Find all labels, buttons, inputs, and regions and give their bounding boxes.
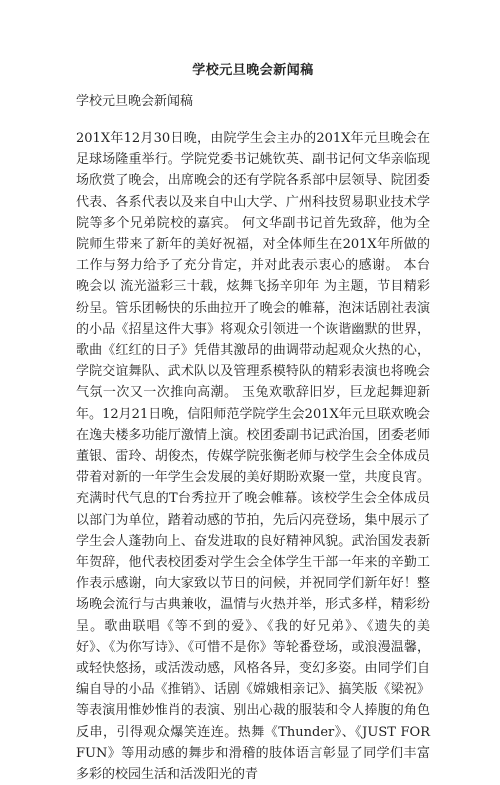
document-subtitle: 学校元旦晚会新闻稿 bbox=[76, 94, 194, 109]
document-body: 201X年12月30日晚，由院学生会主办的201X年元旦晚会在足球场隆重举行。学院党委书记姚钦英、副书记何文华亲临现场欣赏了晚会，出席晚会的还有学院各系部中层领导、院团委代表、各系代表以及来自中山大学、广州科技贸易职业技术学院等多个兄弟院校的嘉宾。 何文华副书记首先致辞，他为全院师生带来了新年的美好祝福，对全体师生在201X年所做的工作与努力给予了充分肯定，并对此表示衷心的感谢。 本台晚会以 流光溢彩三十载，炫舞飞扬辛卯年 为主题，节目精彩纷呈。管乐团畅快的乐曲拉开了晚会的帷幕，泡沫话剧社表演的小品《招星这件大事》将观众引领进一个诙谐幽默的世界，歌曲《红红的日子》凭借其激昂的曲调带动起观众火热的心，学院交谊舞队、武术队以及管理系模特队的精彩表演也将晚会气氛一次又一次推向高潮。 玉兔欢歌辞旧岁，巨龙起舞迎新年。12月21日晚，信阳师范学院学生会201X年元旦联欢晚会在逸夫楼多功能厅激情上演。校团委副书记武治国，团委老师董银、雷玲、胡俊杰，传媒学院张衡老师与校学生会全体成员带着对新的一年学生会发展的美好期盼欢聚一堂，共度良宵。 充满时代气息的T台秀拉开了晚会帷幕。该校学生会全体成员以部门为单位，踏着动感的节拍，先后闪亮登场，集中展示了学生会人蓬勃向上、奋发进取的良好精神风貌。武治国发表新年贺辞，他代表校团委对学生会全体学生干部一年来的辛勤工作表示感谢，向大家致以节日的问候，并祝同学们新年好！整场晚会流行与古典兼收，温情与火热并举，形式多样，精彩纷呈。歌曲联唱《等不到的爱》、《我的好兄弟》、《遗失的美好》、《为你写诗》、《可惜不是你》等轮番登场，或浪漫温馨，或轻快悠扬，或活泼动感，风格各异，变幻多姿。由同学们自编自导的小品《推销》、话剧《嫦娥相亲记》、搞笑版《梁祝》等表演用惟妙惟肖的表演、别出心裁的服装和令人捧腹的角色反串，引得观众爆笑连连。热舞《Thunder》、《JUST FOR FUN》等用动感的舞步和滑稽的肢体语言彰显了同学们丰富多彩的校园生活和活泼阳光的青 bbox=[76, 131, 430, 783]
document-title: 学校元旦晚会新闻稿 bbox=[192, 63, 314, 78]
